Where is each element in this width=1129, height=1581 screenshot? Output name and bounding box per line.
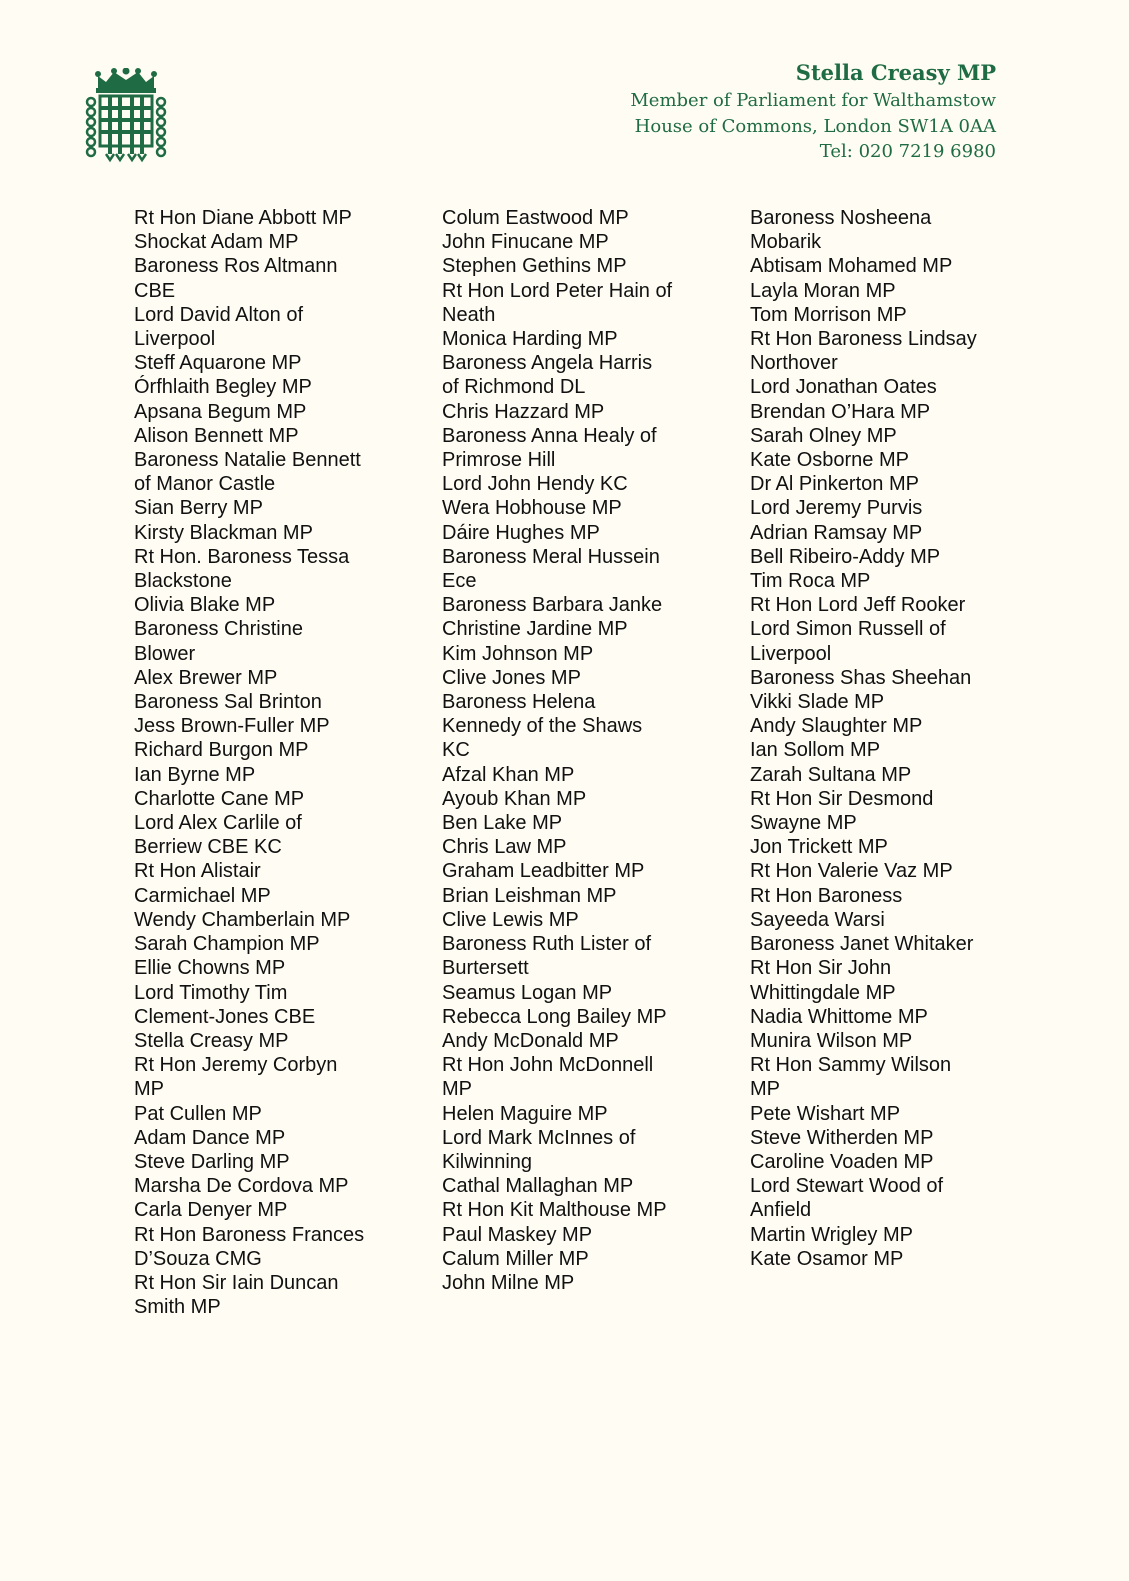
signatory-name: Sian Berry MP <box>134 497 263 520</box>
signatory-name: Lord Alex Carlile of Berriew CBE KC <box>134 812 302 859</box>
signatory-column-3 <box>750 206 1058 1319</box>
signatory-name: Baroness Janet Whitaker <box>750 933 974 956</box>
signatory-name: Rt Hon Sammy Wilson MP <box>750 1054 952 1101</box>
signatory-name: Baroness Meral Hussein Ece <box>442 545 660 593</box>
sender-block <box>630 58 996 165</box>
signatory-name: Afzal Khan MP <box>442 763 575 786</box>
signatory-name: Martin Wrigley MP <box>750 1223 913 1246</box>
signatory-name: Paul Maskey MP <box>442 1223 593 1246</box>
signatory-name: Baroness Christine Blower <box>134 618 303 665</box>
signatory-name: John Finucane MP <box>442 231 609 254</box>
signatory-name: Rt Hon Baroness Lindsay Northover <box>750 328 977 375</box>
signatory-name: Seamus Logan MP <box>442 981 613 1004</box>
signatory-name: Ayoub Khan MP <box>442 787 587 810</box>
signatory-name: Baroness Helena Kennedy of the Shaws KC <box>442 691 643 762</box>
signatory-name: Baroness Ros Altmann CBE <box>134 255 338 302</box>
signatory-name: Lord Simon Russell of Liverpool <box>750 618 946 665</box>
signatory-name: Rt Hon Jeremy Corbyn MP <box>134 1054 338 1101</box>
signatory-name: Colum Eastwood MP <box>442 207 629 229</box>
signatory-name: Dáire Hughes MP <box>442 521 600 544</box>
signatory-name: Rt Hon Valerie Vaz MP <box>750 860 953 883</box>
signatory-name: Kate Osamor MP <box>750 1247 904 1270</box>
signatory-name: Lord Jonathan Oates <box>750 376 937 399</box>
signatory-name: Shockat Adam MP <box>134 231 299 254</box>
signatory-name: Órfhlaith Begley MP <box>134 376 312 399</box>
sender-role: Member of Parliament for Walthamstow <box>630 90 996 111</box>
signatory-name: Baroness Angela Harris of Richmond DL <box>442 352 653 399</box>
signatory-name: Nadia Whittome MP <box>750 1005 928 1028</box>
signatory-name: Tim Roca MP <box>750 570 871 593</box>
signatory-name: Sarah Olney MP <box>750 424 897 447</box>
signatory-list <box>134 206 1058 1319</box>
signatory-name: Charlotte Cane MP <box>134 787 305 810</box>
signatory-name: Rt Hon Alistair Carmichael MP <box>134 860 271 907</box>
signatory-name: Rt Hon Lord Jeff Rooker <box>750 594 966 617</box>
signatory-name: Clive Lewis MP <box>442 908 579 931</box>
signatory-name: Steff Aquarone MP <box>134 352 302 375</box>
signatory-name: Kim Johnson MP <box>442 642 594 665</box>
signatory-name: Alex Brewer MP <box>134 666 278 689</box>
signatory-name: Rt Hon. Baroness Tessa Blackstone <box>134 545 350 593</box>
signatory-name: Rt Hon John McDonnell MP <box>442 1054 654 1101</box>
signatory-name: Lord David Alton of Liverpool <box>134 303 303 351</box>
signatory-name: Alison Bennett MP <box>134 424 299 447</box>
signatory-name: Clive Jones MP <box>442 666 581 689</box>
signatory-name: Cathal Mallaghan MP <box>442 1175 634 1198</box>
signatory-name: Richard Burgon MP <box>134 739 309 762</box>
signatory-name: Rt Hon Kit Malthouse MP <box>442 1199 667 1222</box>
sender-phone: Tel: 020 7219 6980 <box>819 141 996 162</box>
signatory-name: Tom Morrison MP <box>750 303 907 326</box>
signatory-name: Munira Wilson MP <box>750 1029 913 1052</box>
signatory-name: Baroness Sal Brinton <box>134 691 322 714</box>
signatory-name: Rt Hon Sir Desmond Swayne MP <box>750 787 934 835</box>
signatory-name: Andy Slaughter MP <box>750 715 923 738</box>
signatory-name: Lord Stewart Wood of Anfield <box>750 1175 944 1222</box>
signatory-name: Calum Miller MP <box>442 1247 589 1270</box>
signatory-name: Rebecca Long Bailey MP <box>442 1005 667 1028</box>
signatory-name: Baroness Shas Sheehan <box>750 666 972 689</box>
signatory-name: Ellie Chowns MP <box>134 957 286 980</box>
signatory-name: Marsha De Cordova MP <box>134 1175 349 1198</box>
signatory-name: Ben Lake MP <box>442 812 563 835</box>
sender-address: House of Commons, London SW1A 0AA <box>634 115 996 137</box>
signatory-name: Steve Darling MP <box>134 1150 290 1173</box>
signatory-name: Wendy Chamberlain MP <box>134 908 351 931</box>
signatory-name: Rt Hon Sir Iain Duncan Smith MP <box>134 1271 339 1319</box>
portcullis-crest-icon <box>84 68 168 164</box>
signatory-name: Abtisam Mohamed MP <box>750 255 953 278</box>
signatory-name: Ian Byrne MP <box>134 763 256 786</box>
signatory-name: Lord Mark McInnes of Kilwinning <box>442 1126 636 1173</box>
signatory-name: Graham Leadbitter MP <box>442 860 645 883</box>
signatory-name: Olivia Blake MP <box>134 594 276 617</box>
signatory-name: Rt Hon Sir John Whittingdale MP <box>750 957 896 1004</box>
signatory-name: Ian Sollom MP <box>750 739 881 762</box>
signatory-name: Sarah Champion MP <box>134 933 320 956</box>
signatory-name: Jess Brown-Fuller MP <box>134 715 330 738</box>
signatory-name: Carla Denyer MP <box>134 1199 288 1222</box>
signatory-name: Lord Timothy Tim Clement-Jones CBE <box>134 981 316 1028</box>
signatory-name: Helen Maguire MP <box>442 1102 608 1125</box>
signatory-name: Stephen Gethins MP <box>442 255 627 278</box>
signatory-name: Wera Hobhouse MP <box>442 497 622 520</box>
signatory-column-1 <box>134 206 442 1319</box>
signatory-name: Lord Jeremy Purvis <box>750 497 923 520</box>
signatory-name: Kate Osborne MP <box>750 449 909 472</box>
signatory-name: Stella Creasy MP <box>134 1029 289 1052</box>
signatory-name: Chris Hazzard MP <box>442 400 605 423</box>
signatory-name: Rt Hon Baroness Sayeeda Warsi <box>750 884 903 931</box>
signatory-name: Pete Wishart MP <box>750 1102 901 1125</box>
signatory-name: Baroness Natalie Bennett of Manor Castle <box>134 449 361 496</box>
signatory-name: Rt Hon Diane Abbott MP <box>134 207 352 229</box>
signatory-name: Bell Ribeiro-Addy MP <box>750 545 941 568</box>
signatory-name: Apsana Begum MP <box>134 400 307 423</box>
signatory-name: Vikki Slade MP <box>750 691 885 714</box>
signatory-name: Baroness Ruth Lister of Burtersett <box>442 933 651 980</box>
signatory-name: Andy McDonald MP <box>442 1029 619 1052</box>
signatory-name: Rt Hon Lord Peter Hain of Neath <box>442 279 673 326</box>
signatory-name: Kirsty Blackman MP <box>134 521 313 544</box>
signatory-name: Brendan O’Hara MP <box>750 400 931 423</box>
signatory-name: Zarah Sultana MP <box>750 763 912 786</box>
signatory-column-2 <box>442 206 750 1319</box>
signatory-name: Baroness Anna Healy of Primrose Hill <box>442 424 657 472</box>
signatory-name: Brian Leishman MP <box>442 884 617 907</box>
signatory-name: Pat Cullen MP <box>134 1102 262 1125</box>
signatory-name: Baroness Barbara Janke <box>442 594 663 617</box>
signatory-name: Jon Trickett MP <box>750 836 888 859</box>
signatory-name: John Milne MP <box>442 1271 575 1294</box>
signatory-name: Rt Hon Baroness Frances D’Souza CMG <box>134 1223 365 1270</box>
signatory-name: Layla Moran MP <box>750 279 896 302</box>
signatory-name: Steve Witherden MP <box>750 1126 934 1149</box>
signatory-name: Christine Jardine MP <box>442 618 628 641</box>
sender-name: Stella Creasy MP <box>795 60 996 85</box>
signatory-name: Adrian Ramsay MP <box>750 521 923 544</box>
signatory-name: Monica Harding MP <box>442 328 618 351</box>
signatory-name: Lord John Hendy KC <box>442 473 628 496</box>
signatory-name: Adam Dance MP <box>134 1126 286 1149</box>
signatory-name: Dr Al Pinkerton MP <box>750 473 919 496</box>
signatory-name: Baroness Nosheena Mobarik <box>750 207 932 254</box>
signatory-name: Caroline Voaden MP <box>750 1150 934 1173</box>
signatory-name: Chris Law MP <box>442 836 567 859</box>
